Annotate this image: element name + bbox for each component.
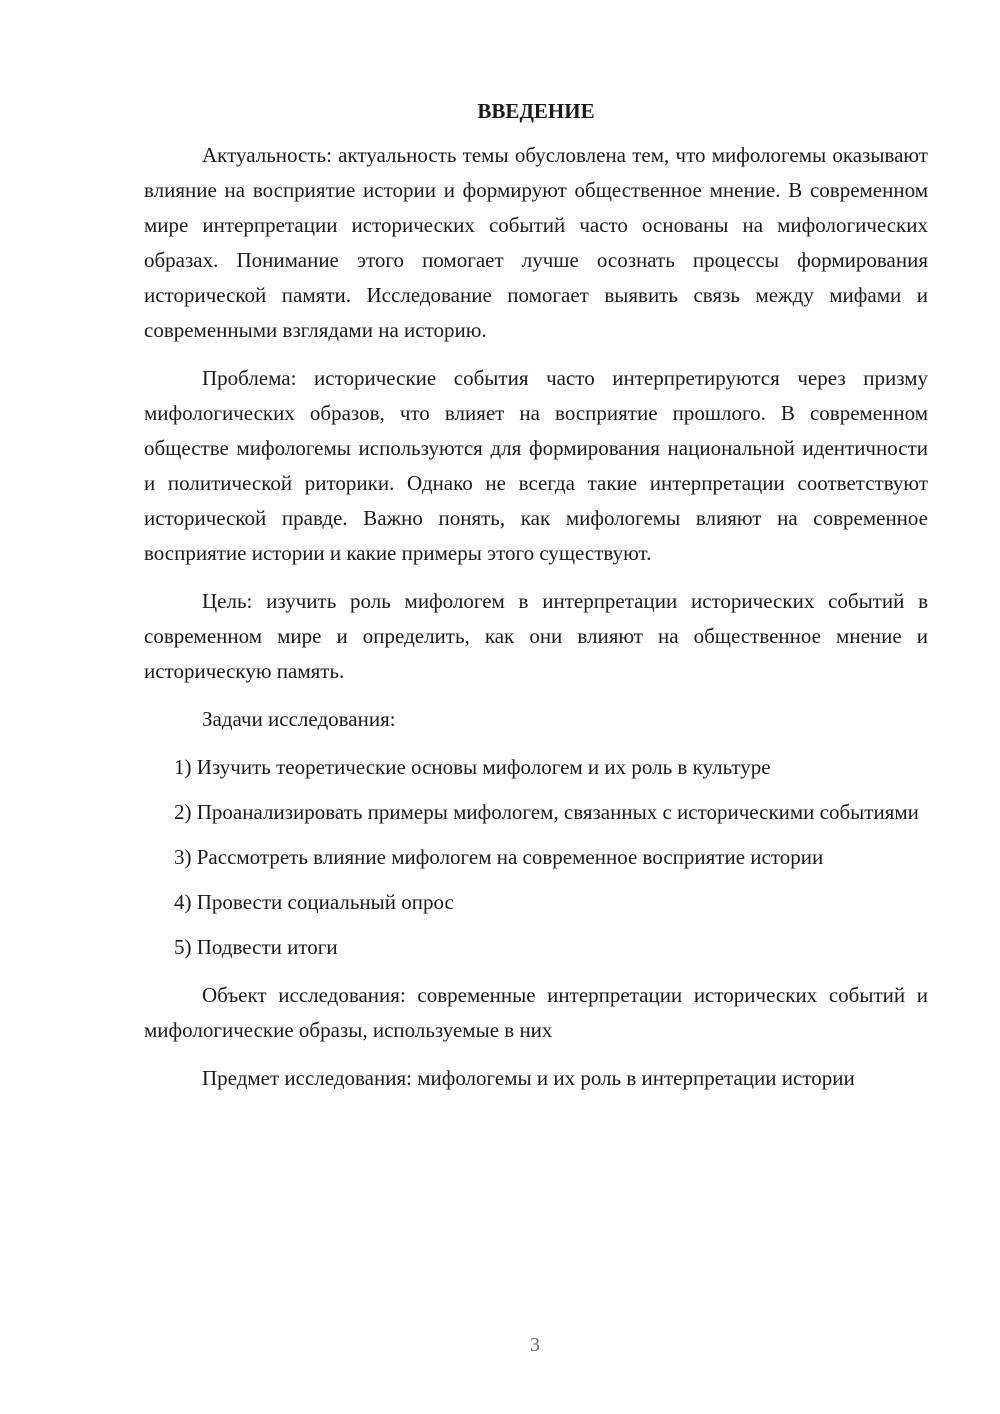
page-number: 3: [530, 1334, 540, 1356]
task-item: 2) Проанализировать примеры мифологем, связанных с историческими событиями: [174, 800, 919, 824]
goal-paragraph: Цель: изучить роль мифологем в интерпретации исторических событий в современном мире и определить, как они влияют на общественное мнение и историческую память.: [144, 589, 928, 683]
object-paragraph: Объект исследования: современные интерпретации исторических событий и мифологические образы, используемые в них: [144, 983, 928, 1042]
problem-paragraph: Проблема: исторические события часто интерпретируются через призму мифологических образов, что влияет на восприятие прошлого. В современном обществе мифологемы используются для формирования национальной идентичности и политической риторики. Однако не всегда такие интерпретации соответствуют исторической правде. Важно понять, как мифологемы влияют на современное восприятие истории и какие примеры этого существуют.: [144, 366, 928, 565]
task-item: 4) Провести социальный опрос: [174, 890, 454, 914]
relevance-paragraph: Актуальность: актуальность темы обусловлена тем, что мифологемы оказывают влияние на восприятие истории и формируют общественное мнение. В современном мире интерпретации исторических событий часто основаны на мифологических образах. Понимание этого помогает лучше осознать процессы формирования исторической памяти. Исследование помогает выявить связь между мифами и современными взглядами на историю.: [144, 143, 928, 342]
task-item: 5) Подвести итоги: [174, 935, 338, 959]
document-page: [144, 96, 928, 1109]
task-item: 1) Изучить теоретические основы мифологем и их роль в культуре: [174, 755, 771, 779]
section-title: ВВЕДЕНИЕ: [477, 99, 595, 123]
tasks-heading: Задачи исследования:: [202, 707, 396, 731]
task-item: 3) Рассмотреть влияние мифологем на современное восприятие истории: [174, 845, 824, 869]
subject-paragraph: Предмет исследования: мифологемы и их роль в интерпретации истории: [202, 1066, 855, 1090]
